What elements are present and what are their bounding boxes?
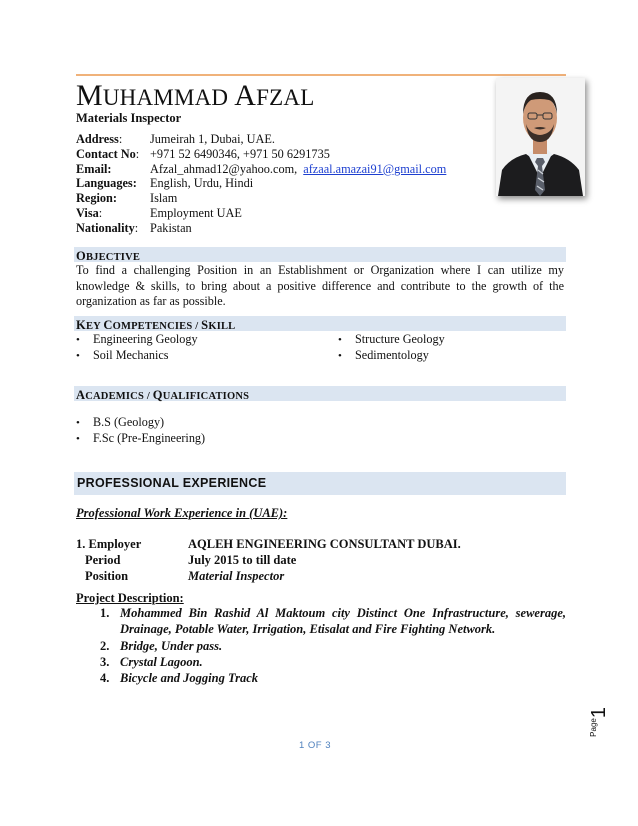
contact-info	[76, 132, 446, 236]
skills-left-column	[76, 331, 198, 363]
project-description-heading: Project Description:	[76, 591, 184, 605]
period-row: Period July 2015 to till date	[85, 553, 297, 567]
candidate-name: MUHAMMAD AFZAL	[76, 79, 315, 112]
email-link[interactable]: afzaal.amazai91@gmail.com	[303, 161, 447, 176]
list-item: 3. Crystal Lagoon.	[100, 654, 203, 669]
info-row-visa: Visa: Employment UAE	[76, 205, 242, 220]
job-title: Materials Inspector	[76, 111, 182, 125]
list-item: • Sedimentology	[338, 348, 429, 362]
info-row-region: Region: Islam	[76, 191, 178, 206]
list-item: • B.S (Geology)	[76, 415, 165, 429]
info-row-address: Address: Jumeirah 1, Dubai, UAE.	[76, 132, 275, 146]
top-accent-rule	[76, 74, 566, 76]
objective-section-header: OBJECTIVE	[74, 247, 566, 262]
work-experience-heading: Professional Work Experience in (UAE):	[76, 506, 288, 520]
employer-details	[76, 536, 461, 584]
skills-section-header: KEY COMPETENCIES / SKILL	[74, 316, 566, 331]
skills-right-column	[338, 331, 445, 363]
employer-row: 1. Employer AQLEH ENGINEERING CONSULTANT DUBAI.	[76, 537, 461, 551]
position-row: Position Material Inspector	[85, 569, 285, 583]
profile-photo	[496, 78, 585, 196]
list-item: • F.Sc (Pre-Engineering)	[76, 431, 206, 445]
academics-list	[76, 414, 205, 446]
info-row-languages: Languages: English, Urdu, Hindi	[76, 176, 254, 191]
project-list	[100, 605, 566, 686]
info-row-nationality: Nationality: Pakistan	[76, 220, 192, 235]
professional-experience-header: PROFESSIONAL EXPERIENCE	[74, 472, 566, 495]
list-item: • Soil Mechanics	[76, 348, 169, 362]
list-item: • Engineering Geology	[76, 332, 198, 346]
list-item: • Structure Geology	[338, 332, 445, 346]
academics-section-header: ACADEMICS / QUALIFICATIONS	[74, 386, 566, 401]
portrait-illustration	[496, 78, 585, 196]
info-row-contact: Contact No: +971 52 6490346, +971 50 6291735	[76, 146, 330, 161]
page-footer-number: 1 OF 3	[299, 740, 332, 751]
list-item: 1. Mohammed Bin Rashid Al Maktoum city Distinct One Infrastructure, sewerage, Drainage, Potable Water, Irrigation, Etisalat and Fire Fighting Network.	[100, 606, 566, 637]
side-page-marker: 1 Page	[588, 706, 611, 737]
list-item: 2. Bridge, Under pass.	[100, 638, 223, 653]
info-row-email: Email: Afzal_ahmad12@yahoo.com, afzaal.amazai91@gmail.com	[76, 161, 447, 176]
list-item: 4. Bicycle and Jogging Track	[100, 671, 259, 686]
objective-text: To find a challenging Position in an Establishment or Organization where I can utilize my knowledge & skills, to bring about a positive difference and contribute to the growth of the organization as far as possible.	[76, 263, 564, 308]
